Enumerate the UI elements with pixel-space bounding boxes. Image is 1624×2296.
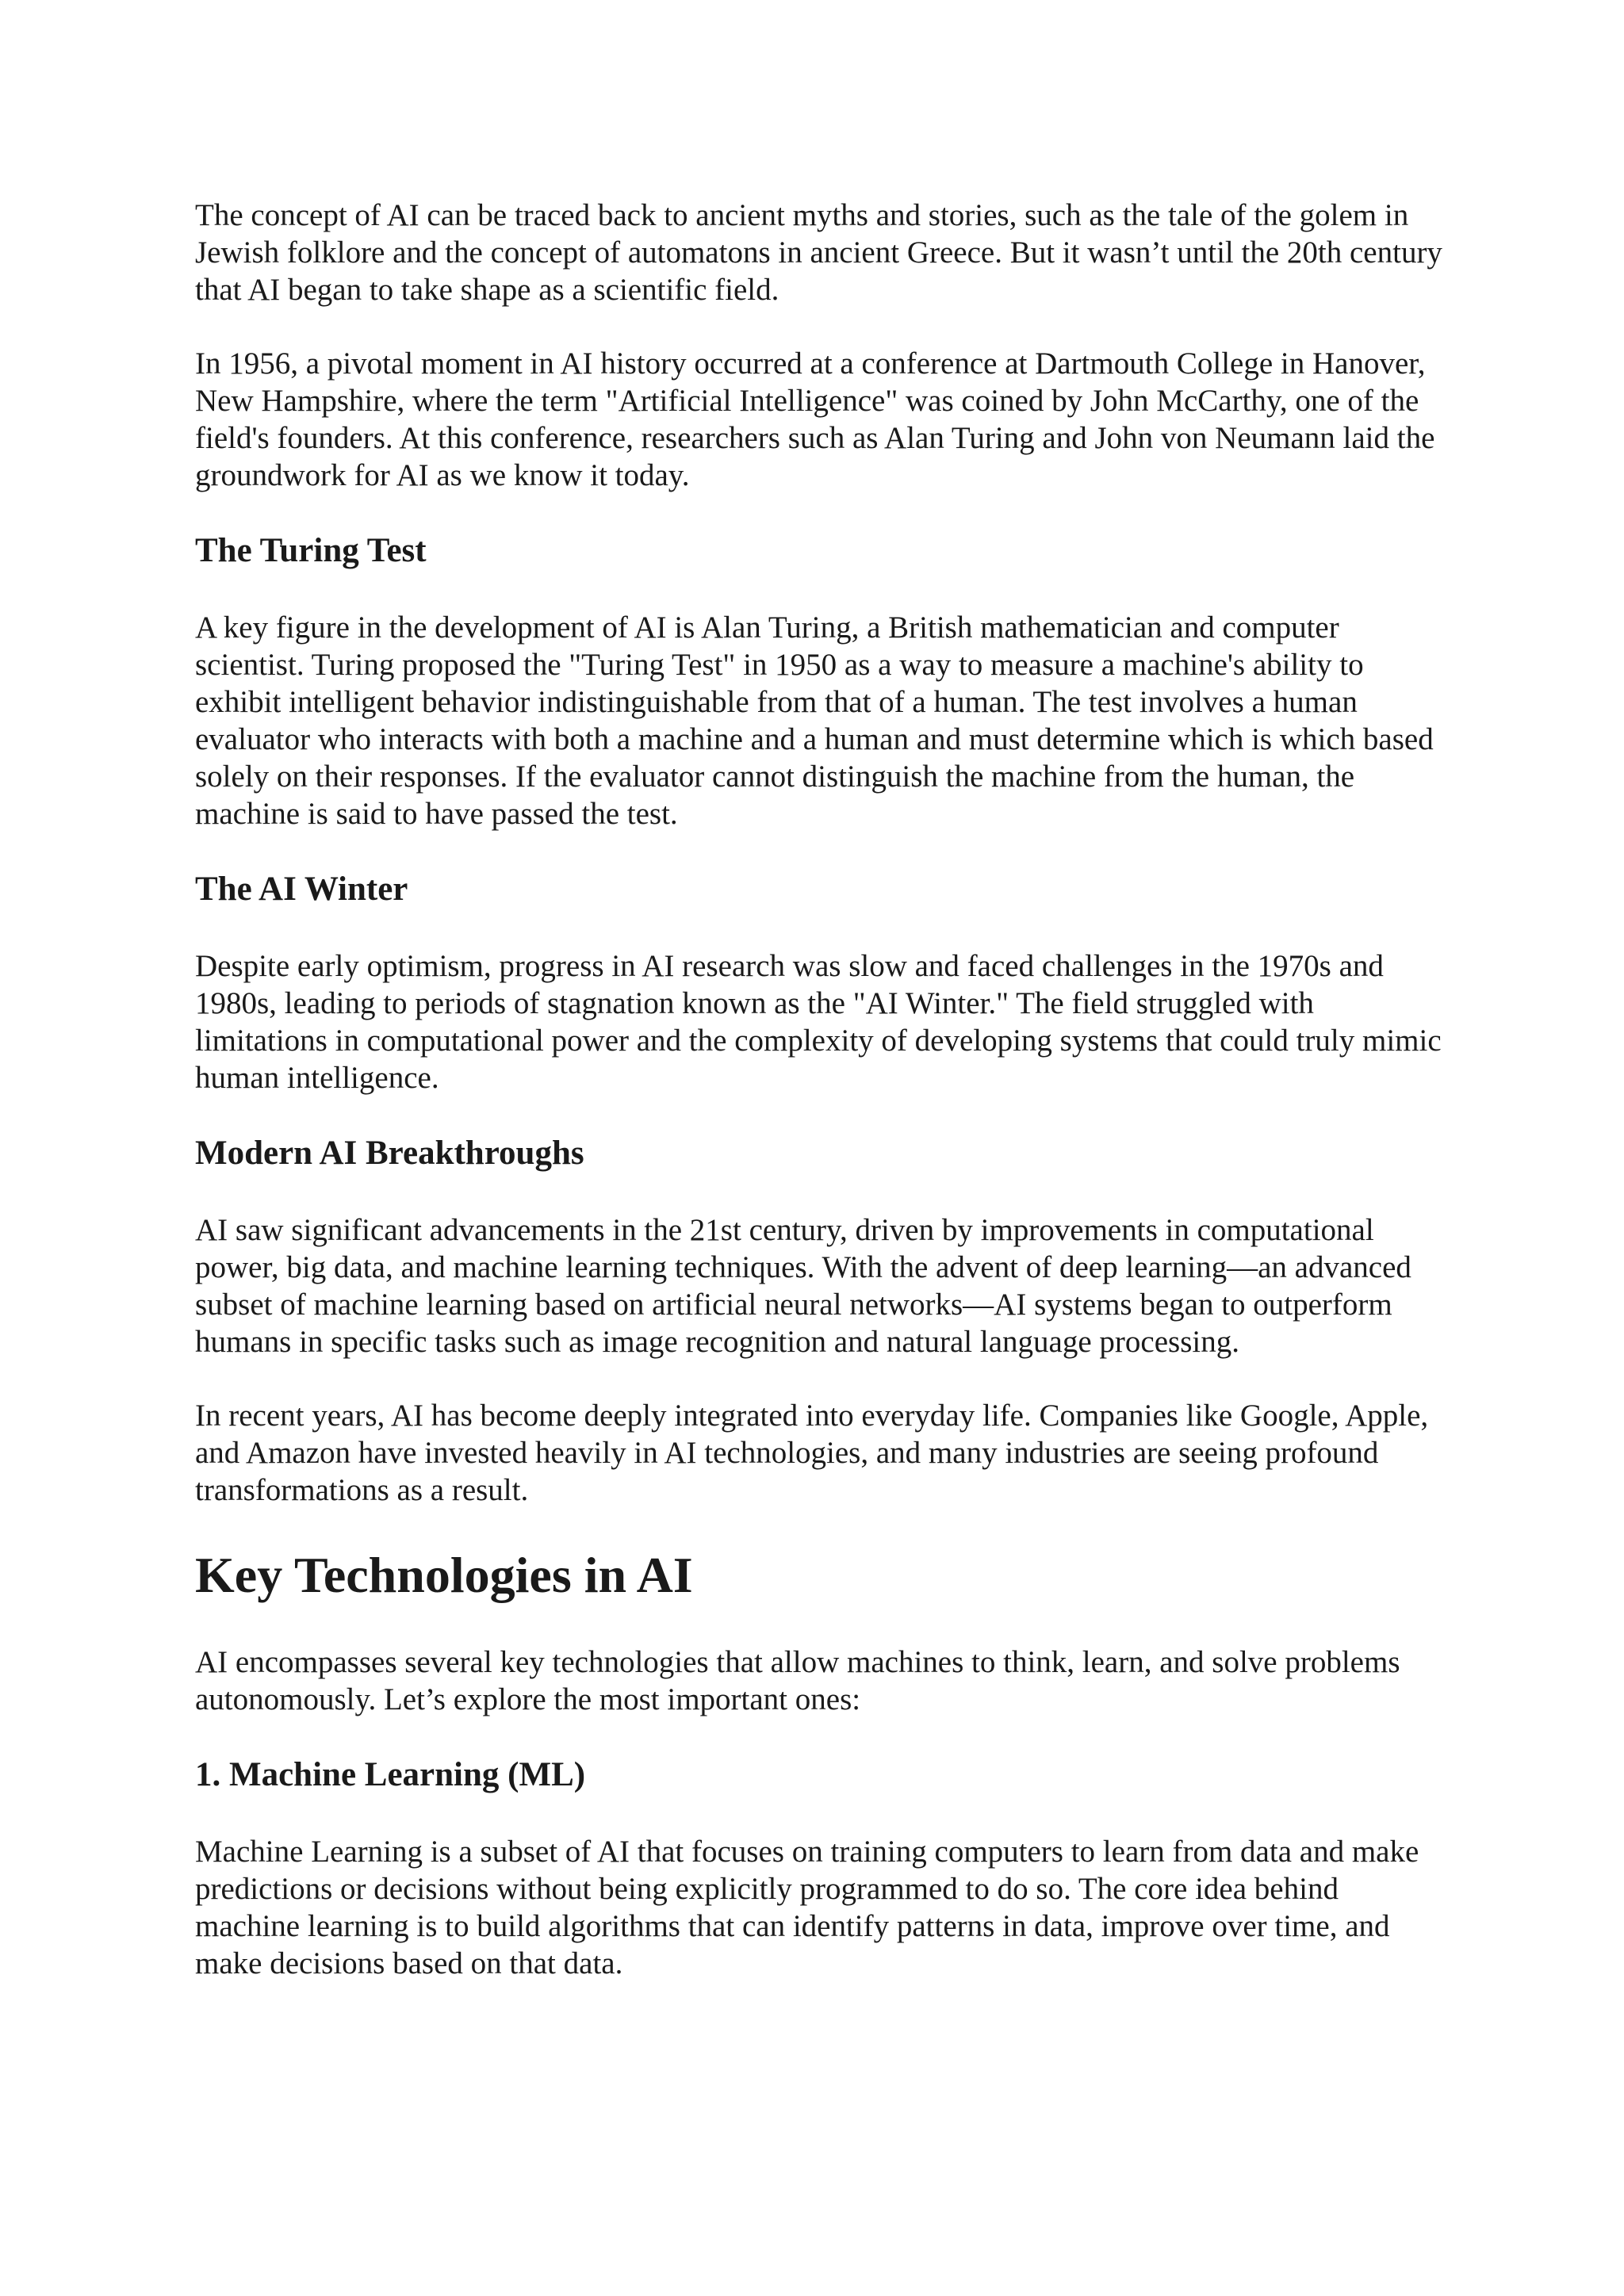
paragraph-ai-winter: Despite early optimism, progress in AI research was slow and faced challenges in the 1970s and 1980s, leading to periods of stagnation known as the "AI Winter." The field struggled with limitations in computational power and the complexity of developing systems that could truly mimic human intelligence.	[195, 949, 1442, 1095]
heading-key-technologies: Key Technologies in AI	[195, 1547, 693, 1603]
heading-ai-winter: The AI Winter	[195, 871, 408, 908]
paragraph-modern-ai-everyday: In recent years, AI has become deeply integrated into everyday life. Companies like Google, Apple, and Amazon have invested heavily in AI technologies, and many industries are seeing profound transformations as a result.	[195, 1399, 1429, 1507]
heading-modern-ai: Modern AI Breakthroughs	[195, 1135, 584, 1172]
paragraph-modern-ai-advancements: AI saw significant advancements in the 21st century, driven by improvements in computational power, big data, and machine learning techniques. With the advent of deep learning—an advanced subset of machine learning based on artificial neural networks—AI systems began to outperform humans in specific tasks such as image recognition and natural language processing.	[195, 1213, 1411, 1359]
heading-turing-test: The Turing Test	[195, 532, 427, 569]
paragraph-dartmouth-1956: In 1956, a pivotal moment in AI history occurred at a conference at Dartmouth College in Hanover, New Hampshire, where the term "Artificial Intelligence" was coined by John McCarthy, one of the field's founders. At this conference, researchers such as Alan Turing and John von Neumann laid the groundwork for AI as we know it today.	[195, 346, 1435, 492]
paragraph-turing-test: A key figure in the development of AI is Alan Turing, a British mathematician and computer scientist. Turing proposed the "Turing Test" in 1950 as a way to measure a machine's ability to exhibit intelligent behavior indistinguishable from that of a human. The test involves a human evaluator who interacts with both a machine and a human and must determine which is which based solely on their responses. If the evaluator cannot distinguish the machine from the human, the machine is said to have passed the test.	[195, 610, 1434, 831]
paragraph-machine-learning: Machine Learning is a subset of AI that focuses on training computers to learn from data and make predictions or decisions without being explicitly programmed to do so. The core idea behind machine learning is to build algorithms that can identify patterns in data, improve over time, and make decisions based on that data.	[195, 1835, 1419, 1980]
paragraph-ai-origins: The concept of AI can be traced back to ancient myths and stories, such as the tale of the golem in Jewish folklore and the concept of automatons in ancient Greece. But it wasn’t until the 20th century that AI began to take shape as a scientific field.	[195, 198, 1442, 307]
document-body	[195, 197, 1448, 2019]
heading-machine-learning: 1. Machine Learning (ML)	[195, 1756, 586, 1793]
paragraph-key-technologies: AI encompasses several key technologies that allow machines to think, learn, and solve problems autonomously. Let’s explore the most important ones:	[195, 1645, 1400, 1716]
